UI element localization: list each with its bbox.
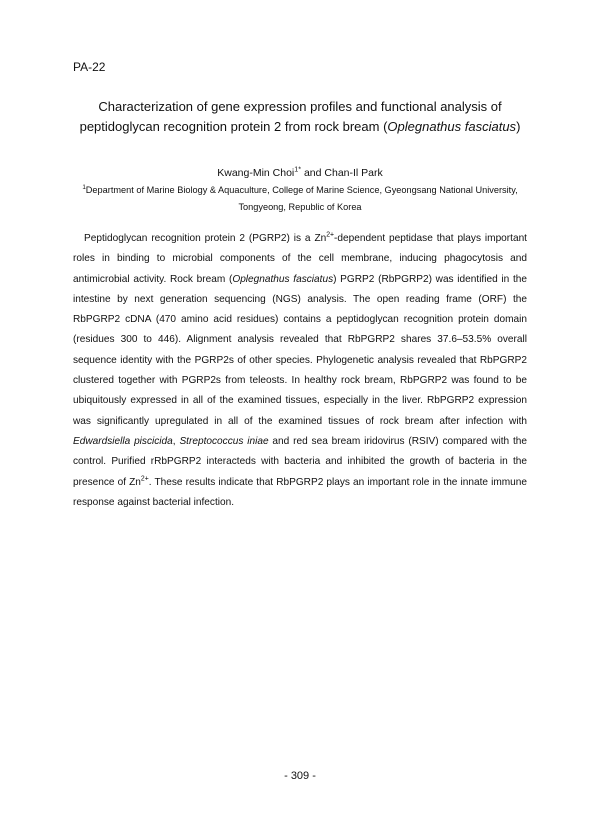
abstract-text: , xyxy=(172,435,180,447)
author-affiliation-marker: 1* xyxy=(294,165,302,174)
affiliation xyxy=(62,182,538,216)
author-connector: and xyxy=(301,167,325,179)
paper-title xyxy=(62,97,538,137)
species-name: Streptococcus iniae xyxy=(179,435,269,447)
abstract-text: ) PGRP2 (RbPGRP2) was identified in the intestine by next generation sequencing (NGS) analysis. The open reading frame (ORF) the RbPGRP2 cDNA (470 amino acid residues) contains a peptidoglycan recognition protein domain (residues 300 to 446). Alignment analysis revealed that RbPGRP2 shares 37.6–53.5% overall sequence identity with the PGRP2s of other species. Phylogenetic analysis revealed that RbPGRP2 clustered together with PGRP2s from teleosts. In healthy rock bream, RbPGRP2 was found to be ubiquitously expressed in all of the examined tissues, especially in the liver. RbPGRP2 expression was significantly upregulated in all of the examined tissues of rock bream after infection with xyxy=(73,273,527,427)
superscript: 2+ xyxy=(326,231,335,239)
species-name: Oplegnathus fasciatus xyxy=(387,119,517,134)
affiliation-marker: 1 xyxy=(82,183,86,191)
title-text-end: ) xyxy=(516,119,521,134)
affiliation-line: Department of Marine Biology & Aquaculture, College of Marine Science, Gyeongsang National University, xyxy=(85,185,518,195)
page-number: - 309 - xyxy=(284,770,316,782)
author-name: Chan-Il Park xyxy=(324,167,383,179)
title-text-start: Characterization of gene expression profiles and functional analysis of peptidoglycan recognition protein 2 from rock bream ( xyxy=(79,99,502,134)
superscript: 2+ xyxy=(140,475,149,483)
abstract-text: and red sea bream iridovirus (RSIV) compared with the control. Purified rRbPGRP2 interacteds with bacteria and inhibited the growth of bacteria in the presence of Zn xyxy=(73,435,528,488)
author-name: Kwang-Min Choi xyxy=(217,167,295,179)
abstract-paragraph xyxy=(73,229,527,513)
species-name: Oplegnathus fasciatus xyxy=(232,273,334,285)
author-line xyxy=(62,165,538,181)
affiliation-line: Tongyeong, Republic of Korea xyxy=(238,202,362,212)
species-name: Edwardsiella piscicida xyxy=(73,435,173,447)
abstract-text: -dependent peptidase that plays important roles in binding to microbial components of the cell membrane, inducing phagocytosis and antimicrobial activity. Rock bream ( xyxy=(73,233,527,285)
abstract-text: Peptidoglycan recognition protein 2 (PGRP2) is a Zn xyxy=(84,233,327,244)
abstract-text: . These results indicate that RbPGRP2 plays an important role in the innate immune response against bacterial infection. xyxy=(73,476,527,508)
abstract-code: PA-22 xyxy=(73,60,106,74)
